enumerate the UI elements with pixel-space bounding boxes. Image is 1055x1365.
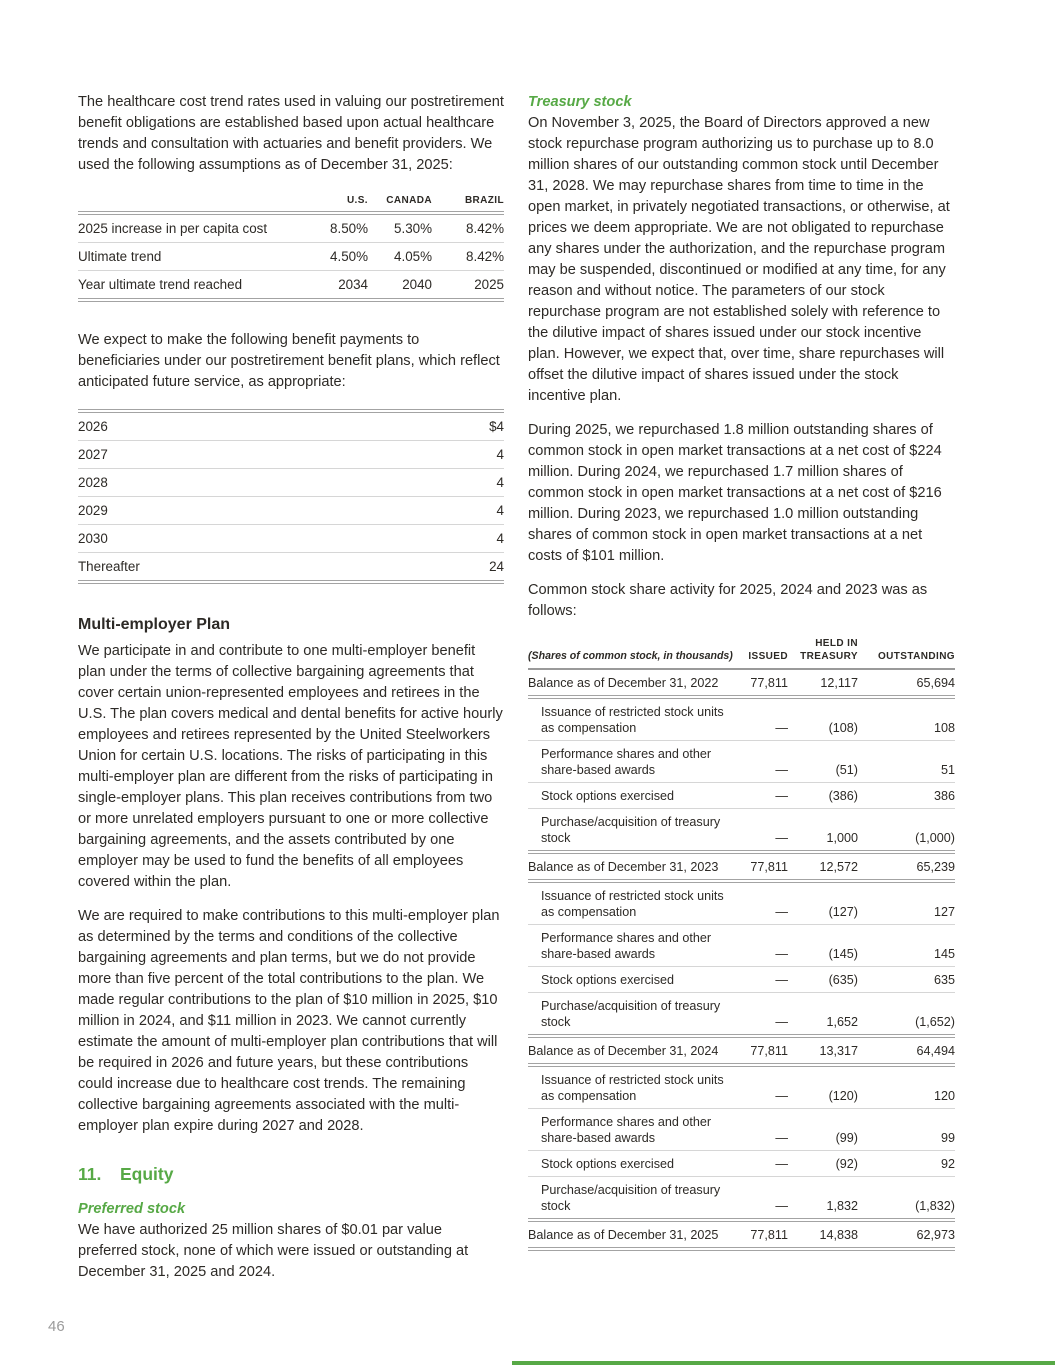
cell-brazil: 8.42% [432, 213, 504, 243]
section-title: Equity [120, 1164, 174, 1184]
healthcare-trend-paragraph: The healthcare cost trend rates used in valuing our postretirement benefit obligations are established based upon actual healthcare trends and consultation with actuaries and benefit providers. We used the following assumptions as of December 31, 2025: [78, 94, 504, 173]
cell-issued: 77,811 [738, 1220, 788, 1249]
cell-issued: — [738, 967, 788, 993]
row-label: Ultimate trend [78, 243, 298, 271]
cell-treasury: 1,652 [788, 993, 858, 1037]
row-label: Balance as of December 31, 2022 [528, 669, 738, 697]
benefit-payments-paragraph: We expect to make the following benefit payments to beneficiaries under our postretirement benefit plans, which reflect anticipated future service, as appropriate: [78, 332, 500, 390]
cell-value: 4 [398, 525, 504, 553]
footer-accent-bar [512, 1361, 1055, 1365]
treasury-stock-paragraph-1: On November 3, 2025, the Board of Directors approved a new stock repurchase program authorizing us to purchase up to 8.0 million shares of our outstanding common stock until December 31, 2028. We may repurchase shares from time to time in the open market, in privately negotiated transactions, or otherwise, at prices we deem appropriate. We are not obligated to repurchase any shares under the authorization, and the repurchase program may be suspended, discontinued or modified at any time, for any reason and without notice. The parameters of our stock repurchase program are not established solely with reference to the dilutive impact of shares issued under our stock incentive plan. However, we expect that, over time, share repurchases will offset the dilutive impact of shares issued under the stock incentive plan. [528, 115, 950, 404]
multi-employer-paragraph-1: We participate in and contribute to one multi-employer benefit plan under the terms of collective bargaining agreements that cover certain union-represented employees and retirees in the U.S. The plan covers medical and dental benefits for active hourly employees and retirees represented by the United Steelworkers Union for certain U.S. locations. The risks of participating in this multi-employer plan are different from the risks of participating in single-employer plans. This plan receives contributions from two or more unrelated employers pursuant to one or more collective bargaining agreements, and the assets contributed by one employer may be used to fund the benefits of all employees covered within the plan. [78, 643, 503, 890]
row-label: Year ultimate trend reached [78, 271, 298, 301]
table-row [528, 1065, 955, 1109]
row-label: 2026 [78, 411, 398, 441]
cell-outstanding: (1,000) [858, 809, 955, 853]
table-row [528, 993, 955, 1037]
cell-issued: — [738, 1065, 788, 1109]
col-header-canada: CANADA [368, 192, 432, 213]
row-label: Thereafter [78, 553, 398, 583]
cell-treasury: 1,000 [788, 809, 858, 853]
cell-outstanding: 635 [858, 967, 955, 993]
col-header-held-in-treasury: HELD IN TREASURY [788, 635, 858, 669]
cell-issued: 77,811 [738, 1036, 788, 1065]
col-header-issued: ISSUED [738, 635, 788, 669]
cell-issued: — [738, 1177, 788, 1221]
cell-value: $4 [398, 411, 504, 441]
treasury-stock-heading: Treasury stock [528, 94, 632, 110]
cell-outstanding: 99 [858, 1109, 955, 1151]
table-row [78, 411, 504, 441]
right-column [528, 92, 955, 1296]
table-row [78, 525, 504, 553]
col-header-us: U.S. [298, 192, 368, 213]
balance-row [528, 669, 955, 697]
col-header-outstanding: OUTSTANDING [858, 635, 955, 669]
left-column [78, 92, 504, 1296]
row-label: Stock options exercised [528, 783, 738, 809]
cell-canada: 4.05% [368, 243, 432, 271]
table-row [78, 243, 504, 271]
table-row [528, 741, 955, 783]
row-label: 2030 [78, 525, 398, 553]
multi-employer-paragraph-2: We are required to make contributions to this multi-employer plan as determined by the terms and conditions of the collective bargaining agreements and plan terms, but we do not provide more than five percent of the total contributions to the plan. We made regular contributions to the plan of $10 million in 2025, $10 million in 2024, and $11 million in 2023. We cannot currently estimate the amount of multi-employer plan contributions that will be required in 2026 and future years, but these contributions could increase due to healthcare cost trends. The remaining collective bargaining agreements associated with the multi-employer plan expire during 2027 and 2028. [78, 908, 500, 1134]
cell-us: 8.50% [298, 213, 368, 243]
row-label: Balance as of December 31, 2024 [528, 1036, 738, 1065]
cell-treasury: (127) [788, 881, 858, 925]
table-row [528, 1177, 955, 1221]
col-header-brazil: BRAZIL [432, 192, 504, 213]
empty-header-cell [78, 192, 298, 213]
row-label: Stock options exercised [528, 1151, 738, 1177]
cell-treasury: 13,317 [788, 1036, 858, 1065]
cell-treasury: (120) [788, 1065, 858, 1109]
table-row [78, 553, 504, 583]
cell-treasury: 12,572 [788, 852, 858, 881]
cell-outstanding: 145 [858, 925, 955, 967]
cell-outstanding: (1,652) [858, 993, 955, 1037]
cell-treasury: 1,832 [788, 1177, 858, 1221]
cell-issued: 77,811 [738, 669, 788, 697]
cell-issued: — [738, 925, 788, 967]
cell-outstanding: 51 [858, 741, 955, 783]
cell-outstanding: 92 [858, 1151, 955, 1177]
equity-section-heading [78, 1163, 504, 1185]
cell-outstanding: 120 [858, 1065, 955, 1109]
cell-outstanding: (1,832) [858, 1177, 955, 1221]
balance-row [528, 1220, 955, 1249]
page-number: 46 [48, 1318, 65, 1335]
cell-issued: — [738, 993, 788, 1037]
row-label: Balance as of December 31, 2025 [528, 1220, 738, 1249]
cell-treasury: (145) [788, 925, 858, 967]
cell-canada: 5.30% [368, 213, 432, 243]
balance-row [528, 852, 955, 881]
table-row [528, 1151, 955, 1177]
table-header-row [528, 635, 955, 669]
cell-issued: — [738, 1151, 788, 1177]
cell-treasury: (92) [788, 1151, 858, 1177]
cell-value: 4 [398, 441, 504, 469]
table-row [528, 809, 955, 853]
table-row [78, 271, 504, 301]
share-activity-intro-paragraph: Common stock share activity for 2025, 2024 and 2023 was as follows: [528, 582, 928, 619]
cell-brazil: 2025 [432, 271, 504, 301]
cell-outstanding: 65,239 [858, 852, 955, 881]
cell-value: 24 [398, 553, 504, 583]
table-row [528, 881, 955, 925]
assumptions-table [78, 192, 504, 302]
balance-row [528, 1036, 955, 1065]
cell-outstanding: 386 [858, 783, 955, 809]
table-row [528, 967, 955, 993]
row-label: 2029 [78, 497, 398, 525]
cell-value: 4 [398, 469, 504, 497]
table-row [78, 497, 504, 525]
cell-treasury: (386) [788, 783, 858, 809]
cell-issued: — [738, 697, 788, 741]
table-row [78, 469, 504, 497]
share-activity-table [528, 635, 955, 1251]
section-number: 11. [78, 1164, 102, 1184]
cell-outstanding: 64,494 [858, 1036, 955, 1065]
row-label: Issuance of restricted stock units as compensation [528, 881, 738, 925]
cell-issued: — [738, 1109, 788, 1151]
cell-issued: — [738, 881, 788, 925]
row-label: Balance as of December 31, 2023 [528, 852, 738, 881]
preferred-stock-paragraph: We have authorized 25 million shares of $0.01 par value preferred stock, none of which were issued or outstanding at December 31, 2025 and 2024. [78, 1222, 469, 1280]
row-label: 2027 [78, 441, 398, 469]
cell-us: 2034 [298, 271, 368, 301]
table-row [528, 783, 955, 809]
cell-canada: 2040 [368, 271, 432, 301]
cell-value: 4 [398, 497, 504, 525]
cell-treasury: 12,117 [788, 669, 858, 697]
cell-outstanding: 65,694 [858, 669, 955, 697]
cell-treasury: (108) [788, 697, 858, 741]
benefit-payments-table [78, 409, 504, 584]
row-label: Performance shares and other share-based awards [528, 925, 738, 967]
multi-employer-plan-heading: Multi-employer Plan [78, 616, 231, 633]
preferred-stock-heading: Preferred stock [78, 1201, 186, 1217]
table-row [528, 697, 955, 741]
row-label: Purchase/acquisition of treasury stock [528, 809, 738, 853]
row-label: 2028 [78, 469, 398, 497]
row-label: Purchase/acquisition of treasury stock [528, 993, 738, 1037]
cell-treasury: (51) [788, 741, 858, 783]
cell-issued: — [738, 741, 788, 783]
row-label: Stock options exercised [528, 967, 738, 993]
cell-issued: 77,811 [738, 852, 788, 881]
row-label: Issuance of restricted stock units as compensation [528, 1065, 738, 1109]
cell-brazil: 8.42% [432, 243, 504, 271]
cell-issued: — [738, 783, 788, 809]
cell-outstanding: 127 [858, 881, 955, 925]
treasury-stock-paragraph-2: During 2025, we repurchased 1.8 million outstanding shares of common stock in open market transactions at a net cost of $224 million. During 2024, we repurchased 1.7 million shares of common stock in open market transactions at a net cost of $216 million. During 2023, we repurchased 1.0 million outstanding shares of common stock in open market transactions at a net costs of $101 million. [528, 422, 942, 564]
table-row [78, 441, 504, 469]
cell-outstanding: 62,973 [858, 1220, 955, 1249]
cell-us: 4.50% [298, 243, 368, 271]
table-row [528, 925, 955, 967]
row-label: Purchase/acquisition of treasury stock [528, 1177, 738, 1221]
row-label: 2025 increase in per capita cost [78, 213, 298, 243]
cell-treasury: 14,838 [788, 1220, 858, 1249]
cell-issued: — [738, 809, 788, 853]
table-row [78, 213, 504, 243]
cell-treasury: (99) [788, 1109, 858, 1151]
cell-treasury: (635) [788, 967, 858, 993]
cell-outstanding: 108 [858, 697, 955, 741]
table-row [528, 1109, 955, 1151]
row-label: Issuance of restricted stock units as compensation [528, 697, 738, 741]
table-caption: (Shares of common stock, in thousands) [528, 635, 738, 669]
row-label: Performance shares and other share-based awards [528, 1109, 738, 1151]
table-header-row [78, 192, 504, 213]
row-label: Performance shares and other share-based awards [528, 741, 738, 783]
